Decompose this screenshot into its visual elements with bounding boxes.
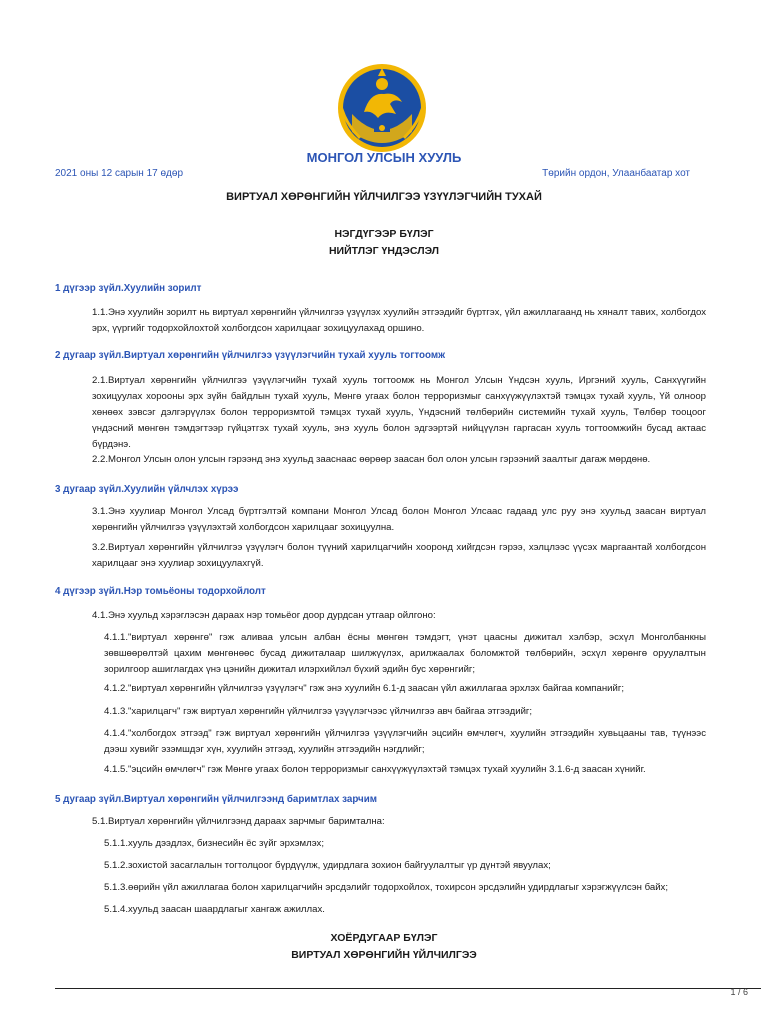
subparagraph-5-1-3: 5.1.3.өөрийн үйл ажиллагаа болон харилцагчийн эрсдэлийг тодорхойлох, тохирсон эрсдэлийн удирдлагыг хэрэгжүүлсэн байх; — [104, 882, 669, 893]
chapter-1-heading — [0, 226, 768, 260]
law-place: Төрийн ордон, Улаанбаатар хот — [542, 168, 690, 179]
chapter-1-name: НИЙТЛЭГ ҮНДЭСЛЭЛ — [328, 245, 440, 257]
chapter-2-number: ХОЁРДУГААР БҮЛЭГ — [330, 932, 438, 944]
article-5-heading: 5 дугаар зүйл.Виртуал хөрөнгийн үйлчилгээнд баримтлах зарчим — [55, 794, 378, 805]
article-1-heading: 1 дүгээр зүйл.Хуулийн зорилт — [55, 283, 202, 294]
paragraph-3-1: 3.1.Энэ хуулиар Монгол Улсад бүртгэлтэй компани Монгол Улсад болон Монгол Улсаас гадаад улс руу энэ хуульд заасан виртуал хөрөнгийн үйлчилгээ үзүүлэхтэй холбогдсон харилцааг зохицуулна. — [92, 506, 706, 533]
chapter-2-heading — [0, 930, 768, 964]
mongolia-state-emblem-icon — [334, 62, 430, 156]
article-3-heading: 3 дугаар зүйл.Хуулийн үйлчлэх хүрээ — [55, 484, 239, 495]
subparagraph-4-1-5: 4.1.5."эцсийн өмчлөгч" гэж Мөнгө угаах болон терроризмыг санхүүжүүлэхтэй тэмцэх тухай хуулийн 3.1.6-д заасан хүнийг. — [104, 764, 646, 775]
paragraph-2-1: 2.1.Виртуал хөрөнгийн үйлчилгээ үзүүлэгчийн тухай хууль тогтоомж нь Монгол Улсын Үндсэн хууль, Иргэний хууль, Санхүүгийн зохицуулах хорооны эрх зүйн байдлын тухай хууль, Мөнгө угаах болон терроризмыг санхүүжүүлэхтэй тэмцэх тухай хууль, Үй олноор хөнөөх зэвсэг дэлгэрүүлэх болон терроризмтой тэмцэх тухай хууль, Үндэсний төлбөрийн системийн тухай хууль, Төлбөр тооцоог үндэсний мөнгөн тэмдэгтээр гүйцэтгэх тухай хууль, энэ хууль болон эдгээртэй нийцүүлэн гаргасан хууль тогтоомжийн бусад актаас бүрдэнэ. — [92, 375, 706, 450]
paragraph-5-1: 5.1.Виртуал хөрөнгийн үйлчилгээнд дараах зарчмыг баримтална: — [92, 816, 385, 827]
paragraph-1-1: 1.1.Энэ хуулийн зорилт нь виртуал хөрөнгийн үйлчилгээ үзүүлэх хуулийн этгээдийг бүртгэх, үйл ажиллагаанд нь хяналт тавих, холбогдох эрх, үүргийг тодорхойлохтой холбогдсон харилцааг зохицуулахад оршино. — [92, 307, 706, 334]
subparagraph-5-1-2: 5.1.2.зохистой засаглалын тогтолцоог бүрдүүлж, удирдлага зохион байгуулалтыг үр дүнтэй явуулах; — [104, 860, 551, 871]
paragraph-2-2: 2.2.Монгол Улсын олон улсын гэрээнд энэ хуульд зааснаас өөрөөр заасан бол олон улсын гэрээний заалтыг дагаж мөрдөнө. — [92, 454, 651, 465]
document-title: ВИРТУАЛ ХӨРӨНГИЙН ҮЙЛЧИЛГЭЭ ҮЗҮҮЛЭГЧИЙН ТУХАЙ — [226, 191, 542, 203]
page-number: 1 / 6 — [730, 987, 748, 997]
paragraph-4-1: 4.1.Энэ хуульд хэрэглэсэн дараах нэр томьёог доор дурдсан утгаар ойлгоно: — [92, 610, 436, 621]
subparagraph-5-1-1: 5.1.1.хууль дээдлэх, бизнесийн ёс зүйг эрхэмлэх; — [104, 838, 324, 849]
paragraph-3-2: 3.2.Виртуал хөрөнгийн үйлчилгээ үзүүлэгч болон түүний харилцагчийн хооронд хийгдсэн гэрээ, хэлцлээс үүсэх маргаантай холбогдсон харилцааг энэ хуулиар зохицуулахгүй. — [92, 542, 706, 569]
subparagraph-4-1-4: 4.1.4."холбогдох этгээд" гэж виртуал хөрөнгийн үйлчилгээ үзүүлэгчийн эцсийн өмчлөгч, хуулийн этгээдийн хувьцааны тав, түүнээс дээш хувийг эзэмшдэг хүн, хуулийн этгээд, хуулийн этгээдийн нэгдлийг; — [104, 728, 706, 755]
article-2-heading: 2 дугаар зүйл.Виртуал хөрөнгийн үйлчилгээ үзүүлэгчийн тухай хууль тогтоомж — [55, 350, 446, 361]
chapter-2-name: ВИРТУАЛ ХӨРӨНГИЙН ҮЙЛЧИЛГЭЭ — [291, 949, 477, 961]
subparagraph-5-1-4: 5.1.4.хуульд заасан шаардлагыг хангаж ажиллах. — [104, 904, 325, 915]
subparagraph-4-1-3: 4.1.3."харилцагч" гэж виртуал хөрөнгийн үйлчилгээ үзүүлэгчээс үйлчилгээ авч байгаа этгээдийг; — [104, 706, 533, 717]
subparagraph-4-1-2: 4.1.2."виртуал хөрөнгийн үйлчилгээ үзүүлэгч" гэж энэ хуулийн 6.1-д заасан үйл ажиллагаа эрхлэх байгаа компанийг; — [104, 683, 625, 694]
subparagraph-4-1-1: 4.1.1."виртуал хөрөнгө" гэж аливаа улсын албан ёсны мөнгөн тэмдэгт, үнэт цаасны дижитал хэлбэр, эсхүл Монголбанкны зөвшөөрөлтэй цахим мөнгөнөөс бусад дижиталаар шилжүүлэх, арилжаалах боломжтой төлбөрийн, эсхүл хөрөнгө оруулалтын зорилгоор ашиглагдах үнэ цэнийн дижитал илэрхийлэл бүхий эдийн бус хөрөнгийг; — [104, 632, 706, 675]
law-date: 2021 оны 12 сарын 17 өдөр — [55, 168, 184, 179]
chapter-1-number: НЭГДҮГЭЭР БҮЛЭГ — [334, 228, 434, 240]
article-4-heading: 4 дүгээр зүйл.Нэр томьёоны тодорхойлолт — [55, 586, 266, 597]
law-title: МОНГОЛ УЛСЫН ХУУЛЬ — [306, 150, 462, 165]
footer-divider — [55, 988, 761, 989]
